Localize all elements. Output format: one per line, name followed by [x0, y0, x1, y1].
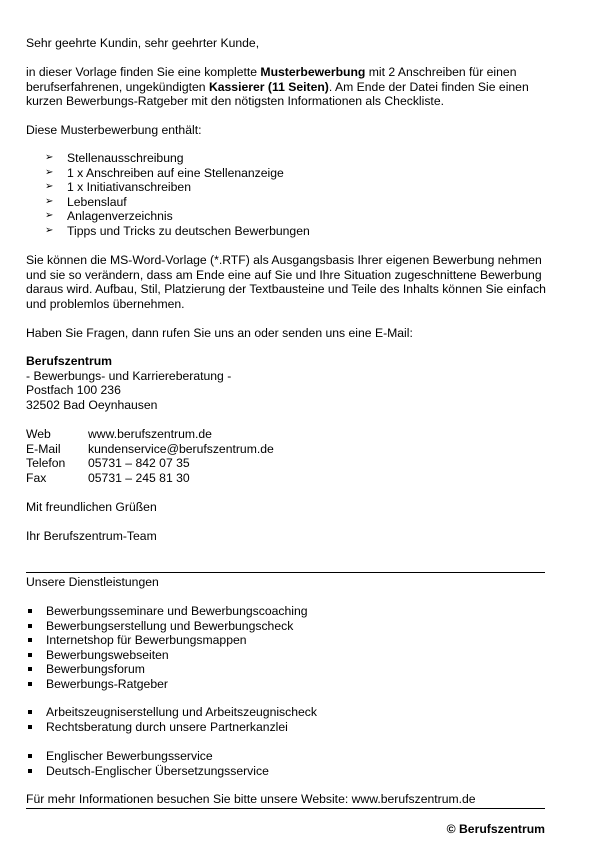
contact-row-phone: [26, 456, 274, 471]
list-item: ➢ 1 x Initiativanschreiben: [45, 180, 191, 195]
contents-heading: Diese Musterbewerbung enthält:: [26, 123, 202, 137]
list-item: ➢ Lebenslauf: [45, 194, 127, 209]
address-block: [26, 354, 231, 412]
services-list-2: [26, 705, 317, 734]
web-link[interactable]: www.berufszentrum.de: [88, 427, 212, 441]
copyright: © Berufszentrum: [446, 822, 545, 836]
contents-list: [26, 151, 310, 239]
contact-label: Fax: [26, 470, 47, 485]
arrow-bullet-icon: ➢: [45, 210, 54, 222]
list-item: Internetshop für Bewerbungsmappen: [26, 633, 308, 648]
contact-row-web: [26, 427, 274, 442]
contact-row-email: [26, 442, 274, 457]
list-item: Bewerbungsforum: [26, 662, 308, 677]
services-list-1: [26, 604, 308, 692]
greeting: Sehr geehrte Kundin, sehr geehrter Kunde,: [26, 36, 260, 50]
list-item: ➢ Stellenausschreibung: [45, 151, 184, 165]
list-item: ➢ Anlagenverzeichnis: [45, 209, 173, 224]
questions-paragraph: Haben Sie Fragen, dann rufen Sie uns an oder senden uns eine E-Mail:: [26, 326, 413, 340]
square-bullet-icon: [28, 682, 32, 686]
phone-value: 05731 – 842 07 35: [88, 456, 190, 471]
square-bullet-icon: [28, 710, 32, 714]
intro-bold-kassierer: Kassierer (11 Seiten): [208, 79, 329, 94]
company-subtitle: - Bewerbungs- und Karriereberatung -: [26, 368, 232, 383]
services-heading: Unsere Dienstleistungen: [26, 575, 159, 589]
square-bullet-icon: [28, 653, 32, 657]
contact-table: [26, 427, 274, 485]
list-item: Bewerbungs-Ratgeber: [26, 677, 308, 692]
contact-row-fax: [26, 471, 274, 486]
email-link[interactable]: kundenservice@berufszentrum.de: [88, 441, 274, 456]
arrow-bullet-icon: ➢: [45, 224, 54, 236]
square-bullet-icon: [28, 725, 32, 729]
list-item: Rechtsberatung durch unsere Partnerkanzlei: [26, 720, 317, 735]
square-bullet-icon: [28, 769, 32, 773]
intro-paragraph: in dieser Vorlage finden Sie eine komplette Musterbewerbung mit 2 Anschreiben für einen berufserfahrenen, ungekündigten Kassierer (11 Seiten). Am Ende der Datei finden Sie einen kurzen Bewerbungs-Ratgeber mit den nötigsten Informationen als Checkliste.: [26, 65, 529, 109]
arrow-bullet-icon: ➢: [45, 195, 54, 207]
arrow-bullet-icon: ➢: [45, 152, 54, 163]
square-bullet-icon: [28, 609, 32, 613]
arrow-bullet-icon: ➢: [45, 181, 54, 193]
address-postbox: Postfach 100 236: [26, 383, 121, 398]
contact-label: Telefon: [26, 456, 66, 471]
arrow-bullet-icon: ➢: [45, 166, 54, 178]
website-note: Für mehr Informationen besuchen Sie bitte unsere Website: www.berufszentrum.de: [26, 792, 476, 806]
usage-paragraph: Sie können die MS-Word-Vorlage (*.RTF) als Ausgangsbasis Ihrer eigenen Bewerbung nehmen und sie so verändern, dass am Ende eine auf Sie und Ihre Situation zugeschnittene Bewerbung daraus wird. Aufbau, Stil, Platzierung der Textbausteine und Teile des Inhalts können Sie einfach und problemlos übernehmen.: [26, 253, 546, 311]
list-item: Bewerbungsseminare und Bewerbungscoaching: [26, 604, 308, 619]
list-item: Arbeitszeugniserstellung und Arbeitszeugnischeck: [26, 705, 317, 720]
divider-top: [26, 572, 545, 573]
list-item: Englischer Bewerbungsservice: [26, 749, 269, 764]
square-bullet-icon: [28, 667, 32, 671]
fax-value: 05731 – 245 81 30: [88, 470, 190, 485]
square-bullet-icon: [28, 624, 32, 628]
closing: Mit freundlichen Grüßen: [26, 500, 157, 514]
company-name: Berufszentrum: [26, 354, 113, 368]
list-item: ➢ Tipps und Tricks zu deutschen Bewerbungen: [45, 223, 310, 238]
list-item: Bewerbungswebseiten: [26, 648, 308, 663]
divider-bottom: [26, 808, 545, 809]
services-list-3: [26, 749, 269, 778]
address-city: 32502 Bad Oeynhausen: [26, 397, 158, 412]
list-item: ➢ 1 x Anschreiben auf eine Stellenanzeige: [45, 165, 284, 180]
contact-label: Web: [26, 427, 51, 441]
contact-label: E-Mail: [26, 441, 61, 456]
square-bullet-icon: [28, 638, 32, 642]
list-item: Bewerbungserstellung und Bewerbungscheck: [26, 619, 308, 634]
square-bullet-icon: [28, 754, 32, 758]
signature: Ihr Berufszentrum-Team: [26, 529, 157, 543]
list-item: Deutsch-Englischer Übersetzungsservice: [26, 764, 269, 779]
intro-bold-musterbewerbung: Musterbewerbung: [260, 65, 366, 79]
